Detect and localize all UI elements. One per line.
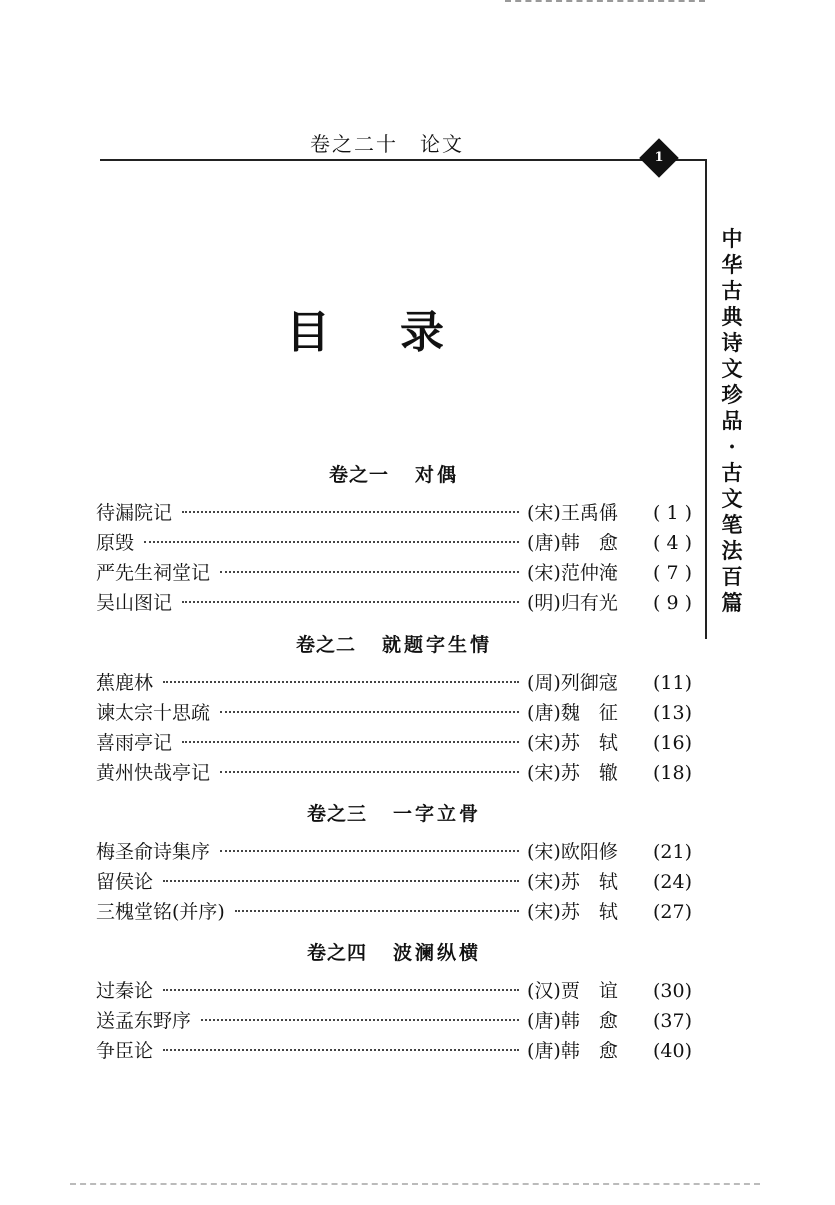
dot-leader xyxy=(201,1019,519,1021)
entry-title: 待漏院记 xyxy=(96,502,173,524)
entry-page: (18) xyxy=(652,762,692,784)
section-heading xyxy=(96,630,692,660)
entry-page: ( 1 ) xyxy=(653,502,692,524)
toc-section-3 xyxy=(96,799,692,927)
entry-page: ( 4 ) xyxy=(653,532,692,554)
toc-entry[interactable] xyxy=(96,498,692,528)
entry-page: (16) xyxy=(652,732,692,754)
toc-entry[interactable] xyxy=(96,867,692,897)
toc-entry[interactable] xyxy=(96,758,692,788)
series-title-char: 古 xyxy=(721,460,743,485)
entry-page: (40) xyxy=(652,1040,692,1062)
section-number: 卷之三 xyxy=(306,803,367,825)
series-title-char: 典 xyxy=(721,304,743,329)
entry-page: (21) xyxy=(652,841,692,863)
entry-title: 吴山图记 xyxy=(96,592,173,614)
entry-title: 严先生祠堂记 xyxy=(96,562,211,584)
series-title-char: 百 xyxy=(721,564,743,589)
entry-title: 谏太宗十思疏 xyxy=(96,702,211,724)
series-title-vertical xyxy=(716,226,748,616)
dot-leader xyxy=(220,571,519,573)
entry-page: ( 7 ) xyxy=(653,562,692,584)
toc-entry[interactable] xyxy=(96,1036,692,1066)
entry-title: 蕉鹿林 xyxy=(96,672,154,694)
section-heading xyxy=(96,799,692,829)
entry-page: (27) xyxy=(652,901,692,923)
entry-title: 原毁 xyxy=(96,532,135,554)
series-title-char: · xyxy=(728,434,736,459)
dot-leader xyxy=(182,601,519,603)
entry-author: (周)列御寇 xyxy=(527,672,618,694)
entry-author: (汉)贾 谊 xyxy=(527,980,618,1002)
toc-section-1 xyxy=(96,460,692,618)
entry-author: (唐)韩 愈 xyxy=(527,1040,618,1062)
series-title-char: 古 xyxy=(721,278,743,303)
entry-author: (宋)欧阳修 xyxy=(527,841,618,863)
entry-page: (13) xyxy=(652,702,692,724)
toc-entry[interactable] xyxy=(96,668,692,698)
dot-leader xyxy=(220,711,519,713)
dot-leader xyxy=(144,541,519,543)
entry-author: (宋)范仲淹 xyxy=(527,562,618,584)
toc-section-4 xyxy=(96,938,692,1066)
entry-author: (唐)魏 征 xyxy=(527,702,618,724)
dot-leader xyxy=(163,681,519,683)
entry-author: (唐)韩 愈 xyxy=(527,532,618,554)
running-head: 卷之二十 论文 xyxy=(310,132,464,156)
entry-author: (宋)王禹偁 xyxy=(527,502,618,524)
entry-page: ( 9 ) xyxy=(653,592,692,614)
section-heading xyxy=(96,460,692,490)
toc-entry[interactable] xyxy=(96,728,692,758)
series-title-char: 珍 xyxy=(721,382,743,407)
side-rule xyxy=(705,159,707,639)
dot-leader xyxy=(220,771,519,773)
toc-entry[interactable] xyxy=(96,558,692,588)
entry-page: (24) xyxy=(652,871,692,893)
series-title-char: 诗 xyxy=(721,330,743,355)
section-name: 一字立骨 xyxy=(393,803,482,825)
entry-author: (宋)苏 轼 xyxy=(527,732,618,754)
entry-title: 黄州快哉亭记 xyxy=(96,762,211,784)
page-number: 1 xyxy=(654,150,664,165)
entry-title: 过秦论 xyxy=(96,980,154,1002)
section-name: 就题字生情 xyxy=(382,634,493,656)
toc-entry[interactable] xyxy=(96,1006,692,1036)
series-title-char: 篇 xyxy=(721,590,743,615)
series-title-char: 文 xyxy=(721,356,743,381)
dot-leader xyxy=(163,880,519,882)
entry-page: (37) xyxy=(652,1010,692,1032)
toc-entry[interactable] xyxy=(96,588,692,618)
entry-title: 留侯论 xyxy=(96,871,154,893)
entry-author: (宋)苏 轼 xyxy=(527,871,618,893)
section-name: 波澜纵横 xyxy=(393,942,482,964)
toc-section-2 xyxy=(96,630,692,788)
entry-title: 梅圣俞诗集序 xyxy=(96,841,211,863)
entry-author: (宋)苏 轼 xyxy=(527,901,618,923)
dot-leader xyxy=(163,1049,519,1051)
series-title-char: 法 xyxy=(721,538,743,563)
entry-page: (11) xyxy=(652,672,692,694)
section-name: 对偶 xyxy=(415,464,460,486)
dot-leader xyxy=(182,511,519,513)
entry-title: 送孟东野序 xyxy=(96,1010,192,1032)
section-number: 卷之一 xyxy=(328,464,389,486)
toc-title: 目录 xyxy=(286,307,514,358)
entry-author: (唐)韩 愈 xyxy=(527,1010,618,1032)
dot-leader xyxy=(163,989,519,991)
section-number: 卷之二 xyxy=(295,634,356,656)
series-title-char: 品 xyxy=(721,408,743,433)
series-title-char: 中 xyxy=(721,226,743,251)
series-title-char: 华 xyxy=(721,252,743,277)
toc-entry[interactable] xyxy=(96,698,692,728)
entry-page: (30) xyxy=(652,980,692,1002)
scan-edge-bottom xyxy=(70,1183,760,1187)
scan-edge-top xyxy=(505,0,705,5)
toc-entry[interactable] xyxy=(96,976,692,1006)
dot-leader xyxy=(220,850,519,852)
entry-author: (明)归有光 xyxy=(527,592,618,614)
header-rule xyxy=(100,159,705,161)
series-title-char: 文 xyxy=(721,486,743,511)
entry-title: 喜雨亭记 xyxy=(96,732,173,754)
series-title-char: 笔 xyxy=(721,512,743,537)
toc-entry[interactable] xyxy=(96,528,692,558)
section-number: 卷之四 xyxy=(306,942,367,964)
entry-title: 三槐堂铭(并序) xyxy=(96,901,225,923)
dot-leader xyxy=(182,741,519,743)
section-heading xyxy=(96,938,692,968)
toc-entry[interactable] xyxy=(96,897,692,927)
dot-leader xyxy=(235,910,519,912)
toc-entry[interactable] xyxy=(96,837,692,867)
entry-title: 争臣论 xyxy=(96,1040,154,1062)
entry-author: (宋)苏 辙 xyxy=(527,762,618,784)
